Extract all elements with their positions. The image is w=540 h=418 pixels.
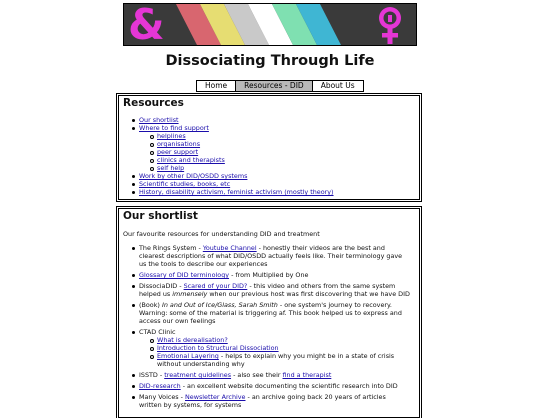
list-item <box>130 282 410 298</box>
toc-link-peer-support[interactable]: peer support <box>157 148 199 156</box>
toc-subitem <box>148 148 334 156</box>
structural-dissociation-link[interactable]: Introduction to Structural Dissociation <box>157 344 279 352</box>
toc-link-where[interactable]: Where to find support <box>139 124 209 132</box>
top-navigation <box>196 80 364 92</box>
ctad-sublist <box>148 336 410 368</box>
resources-box <box>118 95 420 200</box>
resources-toc <box>130 116 334 196</box>
dissociadid-video-link[interactable]: Scared of your DID? <box>183 282 248 290</box>
item-text: - also see their <box>231 371 283 379</box>
toc-item <box>130 124 334 172</box>
page-title: Dissociating Through Life <box>165 53 375 69</box>
toc-sublist <box>148 132 334 172</box>
toc-subitem <box>148 156 334 164</box>
toc-item <box>130 188 334 196</box>
venus-fist-icon <box>376 6 404 46</box>
book-title: In and Out of Ice/Glass, Sarah Smith <box>161 301 278 309</box>
item-text: - an excellent website documenting the scientific research into DID <box>180 382 398 390</box>
toc-item <box>130 172 334 180</box>
toc-item <box>130 116 334 124</box>
item-text: when our previous host was first discovering that we have DID <box>207 290 410 298</box>
list-item <box>130 393 410 409</box>
nav-about-us[interactable]: About Us <box>313 81 363 91</box>
item-text: The Rings System - <box>139 244 203 252</box>
item-text: - this video and others from the same system helped us <box>139 282 396 298</box>
header-banner <box>123 3 417 46</box>
shortlist-intro: Our favourite resources for understanding DID and treatment <box>123 230 320 238</box>
item-text: ISSTD - <box>139 371 165 379</box>
item-text: - an archive going back 20 years of articles written by systems, for systems <box>139 393 386 409</box>
item-text: (Book) <box>139 301 162 309</box>
resources-heading: Resources <box>123 97 184 109</box>
toc-link-studies[interactable]: Scientific studies, books, etc <box>139 180 231 188</box>
toc-link-helplines[interactable]: helplines <box>157 132 186 140</box>
list-subitem <box>148 352 410 368</box>
did-research-link[interactable]: DID-research <box>139 382 181 390</box>
item-text: Many Voices - <box>139 393 185 401</box>
shortlist-heading: Our shortlist <box>123 210 198 222</box>
newsletter-archive-link[interactable]: Newsletter Archive <box>185 393 246 401</box>
item-text: - from Multiplied by One <box>229 271 309 279</box>
toc-subitem <box>148 140 334 148</box>
item-emphasis: immensely <box>172 290 208 298</box>
list-subitem <box>148 336 410 344</box>
item-text: - one system's journey to recovery. Warning: some of the material is triggering af. This book helped us to express and access our own feelings <box>139 301 402 325</box>
shortlist-box <box>118 208 420 418</box>
stripe-flag <box>124 4 417 46</box>
toc-item <box>130 180 334 188</box>
toc-link-shortlist[interactable]: Our shortlist <box>139 116 179 124</box>
find-therapist-link[interactable]: find a therapist <box>282 371 332 379</box>
list-item <box>130 244 410 268</box>
toc-link-clinics[interactable]: clinics and therapists <box>157 156 225 164</box>
item-text: - honestly their videos are the best and clearest descriptions of what DID/OSDD actually feels like. Their terminology gave us the tools to describe our experiences <box>139 244 403 268</box>
list-item <box>130 328 410 368</box>
item-text: - helps to explain why you might be in a state of crisis without understanding why <box>157 352 395 368</box>
emotional-layering-link[interactable]: Emotional Layering <box>157 352 219 360</box>
toc-subitem <box>148 132 334 140</box>
list-item <box>130 271 410 279</box>
derealisation-link[interactable]: What is derealisation? <box>157 336 228 344</box>
toc-subitem <box>148 164 334 172</box>
item-text: DissociaDID - <box>139 282 184 290</box>
toc-link-work[interactable]: Work by other DID/OSDD systems <box>139 172 248 180</box>
glossary-link[interactable]: Glossary of DID terminology <box>139 271 230 279</box>
nav-home[interactable]: Home <box>197 81 236 91</box>
list-item <box>130 301 410 325</box>
rings-youtube-link[interactable]: Youtube Channel <box>202 244 257 252</box>
item-text: CTAD Clinic <box>139 328 176 336</box>
list-item <box>130 382 410 390</box>
ampersand-logo: & <box>128 3 165 46</box>
list-item <box>130 371 410 379</box>
toc-link-self-help[interactable]: self help <box>157 164 185 172</box>
treatment-guidelines-link[interactable]: treatment guidelines <box>164 371 232 379</box>
toc-link-history[interactable]: History, disability activism, feminist activism (mostly theory) <box>139 188 334 196</box>
nav-resources-did[interactable]: Resources - DID <box>236 81 313 91</box>
toc-link-organisations[interactable]: organisations <box>157 140 201 148</box>
shortlist-list <box>130 244 410 412</box>
list-subitem <box>148 344 410 352</box>
